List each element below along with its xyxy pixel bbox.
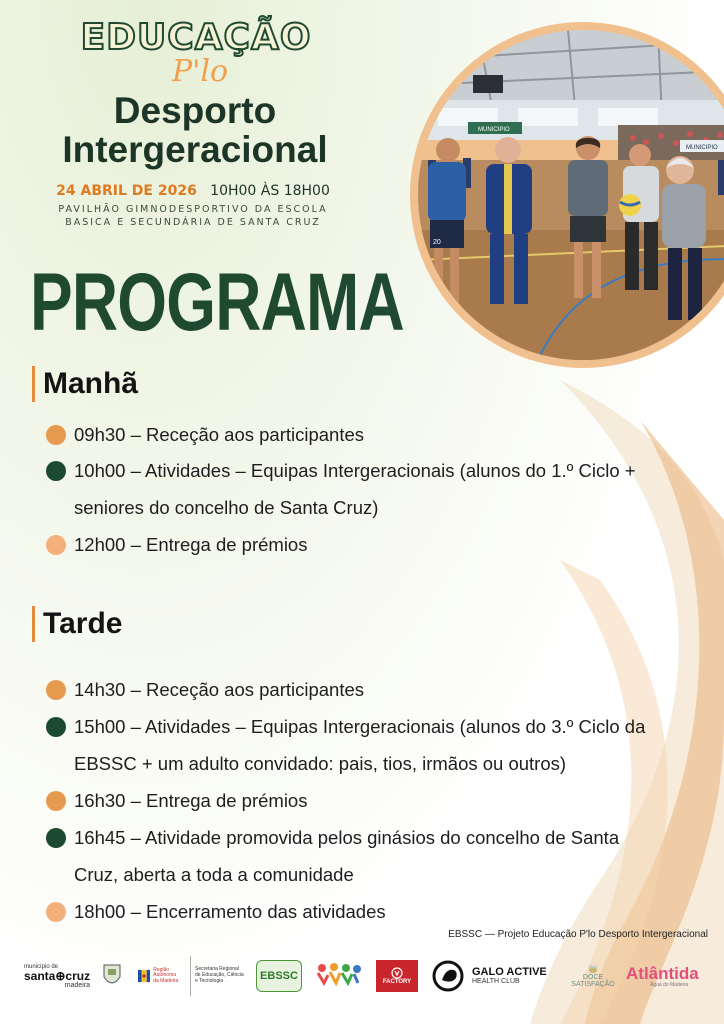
list-item [46,819,706,893]
logo-factory: FACTORY [376,956,420,996]
title-desporto: Desporto [113,90,277,131]
logo-secretaria: Secretaria Regional de Educação, Ciência e Tecnologia [190,956,255,996]
list-item-text: 15h00 – Atividades – Equipas Intergeracionais (alunos do 3.º Ciclo da [74,716,646,737]
title-educacao: EDUCAÇÃO [80,17,312,58]
event-date-line [28,182,358,200]
list-item-text-continued: seniores do concelho de Santa Cruz) [74,497,379,518]
logo-people-sports [314,956,364,996]
list-item-text-continued: EBSSC + um adulto convidado: pais, tios, irmãos ou outros) [74,753,567,774]
bullet-dot [46,717,66,737]
logo-doce-satisfacao: DOCE SATISFAÇÃO [566,956,620,996]
event-venue [30,203,356,229]
title-intergeracional: Intergeracional [62,129,328,170]
list-item-text: 14h30 – Receção aos participantes [74,679,365,700]
list-item-text: 12h00 – Entrega de prémios [74,534,308,555]
logo-galo-active: GALO ACTIVE HEALTH CLUB [432,956,562,996]
list-item-text: 18h00 – Encerramento das atividades [74,901,386,922]
event-date: 24 ABRIL DE 2026 [56,183,197,199]
list-item [46,708,706,782]
programa-title: PROGRAMA [30,257,404,348]
list-item-text-continued: Cruz, aberta a toda a comunidade [74,864,354,885]
bullet-dot [46,791,66,811]
logo-ebssc: EBSSC [256,956,302,996]
list-item-text: 16h30 – Entrega de prémios [74,790,308,811]
list-item [46,452,706,526]
list-item [46,782,706,819]
bullet-dot [46,902,66,922]
title-plo: P'lo [171,54,229,89]
list-item [46,416,706,453]
logo-regiao-madeira: Região Autónoma da Madeira [138,956,188,996]
venue-line-1: PAVILHÃO GIMNODESPORTIVO DA ESCOLA [58,204,328,215]
banner-text-left: MUNICIPIO [478,127,510,133]
bullet-dot [46,828,66,848]
list-item [46,526,706,563]
venue-line-2: BASICA E SECUNDÁRIA DE SANTA CRUZ [65,217,321,228]
list-item-text: 16h45 – Atividade promovida pelos ginásios do concelho de Santa [74,827,620,848]
madeira-flag-icon [138,967,150,985]
bullet-dot [46,461,66,481]
coat-of-arms-icon [102,956,124,996]
bullet-dot [46,425,66,445]
bee-icon [587,964,599,974]
section-heading-tarde: Tarde [32,606,122,642]
jersey-number: 20 [433,239,441,246]
bullet-dot [46,680,66,700]
list-item [46,893,706,930]
footer-note: EBSSC — Projeto Educação P'lo Desporto Intergeracional [448,929,708,940]
banner-text-right: MUNICIPIO [686,145,718,151]
bullet-dot [46,535,66,555]
list-item-text: 09h30 – Receção aos participantes [74,424,365,445]
list-item-text: 10h00 – Atividades – Equipas Intergeracionais (alunos do 1.º Ciclo + [74,460,636,481]
section-heading-manha: Manhã [32,366,138,402]
list-item [46,671,706,708]
event-time: 10H00 ÀS 18H00 [210,183,330,199]
logo-santa-cruz: município de santa⊕cruz madeira [24,963,91,989]
logo-atlantida: Atlântida Água do Madeira [626,963,699,988]
rooster-icon [432,960,466,992]
factory-emblem-icon [391,967,403,979]
